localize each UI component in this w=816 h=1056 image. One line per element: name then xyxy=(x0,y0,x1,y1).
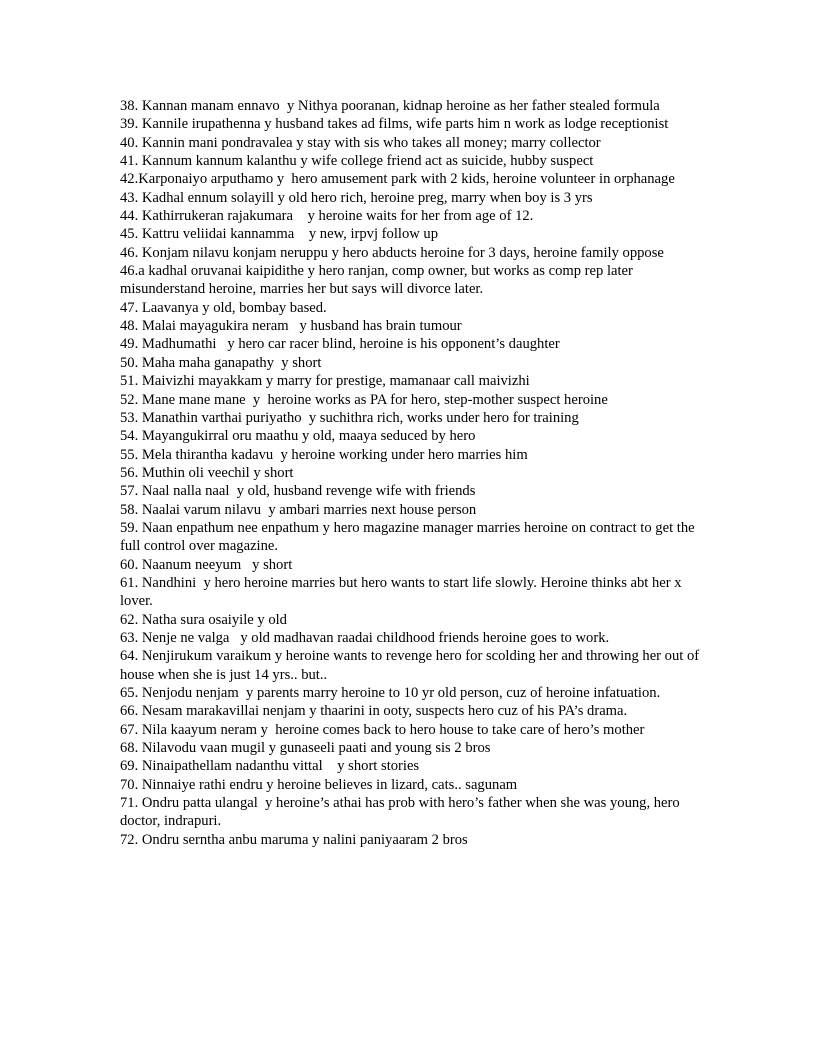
list-item: 67. Nila kaayum neram y heroine comes back to hero house to take care of hero’s mother xyxy=(120,721,645,738)
list-item: 44. Kathirrukeran rajakumara y heroine waits for her from age of 12. xyxy=(120,208,534,225)
list-item: 61. Nandhini y hero heroine marries but hero wants to start life slowly. Heroine thinks abt her x lover. xyxy=(120,574,686,610)
list-item: 43. Kadhal ennum solayill y old hero rich, heroine preg, marry when boy is 3 yrs xyxy=(120,189,593,206)
list-item: 50. Maha maha ganapathy y short xyxy=(120,354,322,371)
list-item: 38. Kannan manam ennavo y Nithya pooranan, kidnap heroine as her father stealed formula xyxy=(120,98,660,114)
list-item: 64. Nenjirukum varaikum y heroine wants to revenge hero for scolding her and throwing her out of house when she is just 14 yrs.. but.. xyxy=(120,648,703,683)
list-item: 56. Muthin oli veechil y short xyxy=(120,464,294,481)
list-item: 62. Natha sura osaiyile y old xyxy=(120,611,287,628)
list-item: 49. Madhumathi y hero car racer blind, heroine is his opponent’s daughter xyxy=(120,336,560,353)
list-item: 66. Nesam marakavillai nenjam y thaarini in ooty, suspects hero cuz of his PA’s drama. xyxy=(120,703,628,720)
list-item: 40. Kannin mani pondravalea y stay with sis who takes all money; marry collector xyxy=(120,134,601,151)
story-list xyxy=(120,97,710,849)
list-item: 46. Konjam nilavu konjam neruppu y hero abducts heroine for 3 days, heroine family oppose xyxy=(120,244,664,261)
list-item: 47. Laavanya y old, bombay based. xyxy=(120,299,327,316)
list-item: 70. Ninnaiye rathi endru y heroine believes in lizard, cats.. sagunam xyxy=(120,776,518,793)
list-item: 59. Naan enpathum nee enpathum y hero magazine manager marries heroine on contract to get the full control over magazine. xyxy=(120,519,699,555)
list-item: 57. Naal nalla naal y old, husband revenge wife with friends xyxy=(120,483,476,500)
list-item: 51. Maivizhi mayakkam y marry for prestige, mamanaar call maivizhi xyxy=(120,373,530,390)
list-item: 71. Ondru patta ulangal y heroine’s athai has prob with hero’s father when she was young, hero doctor, indrapuri. xyxy=(120,795,684,830)
list-item: 42.Karponaiyo arputhamo y hero amusement park with 2 kids, heroine volunteer in orphanage xyxy=(120,171,675,188)
list-item: 55. Mela thirantha kadavu y heroine working under hero marries him xyxy=(120,446,528,463)
list-item: 52. Mane mane mane y heroine works as PA for hero, step-mother suspect heroine xyxy=(120,391,608,408)
list-item: 58. Naalai varum nilavu y ambari marries next house person xyxy=(120,501,477,518)
list-item: 41. Kannum kannum kalanthu y wife college friend act as suicide, hubby suspect xyxy=(120,153,594,170)
list-item: 65. Nenjodu nenjam y parents marry heroine to 10 yr old person, cuz of heroine infatuation. xyxy=(120,685,661,701)
list-item: 45. Kattru veliidai kannamma y new, irpvj follow up xyxy=(120,226,439,243)
list-item: 63. Nenje ne valga y old madhavan raadai childhood friends heroine goes to work. xyxy=(120,629,610,646)
list-item: 48. Malai mayagukira neram y husband has brain tumour xyxy=(120,318,462,335)
list-item: 60. Naanum neeyum y short xyxy=(120,556,293,573)
list-item: 39. Kannile irupathenna y husband takes ad films, wife parts him n work as lodge receptionist xyxy=(120,116,669,133)
list-item: 68. Nilavodu vaan mugil y gunaseeli paati and young sis 2 bros xyxy=(120,740,491,757)
list-item: 53. Manathin varthai puriyatho y suchithra rich, works under hero for training xyxy=(120,409,579,426)
list-item: 72. Ondru serntha anbu maruma y nalini paniyaaram 2 bros xyxy=(120,831,468,848)
list-item: 69. Ninaipathellam nadanthu vittal y short stories xyxy=(120,758,420,775)
list-item: 54. Mayangukirral oru maathu y old, maaya seduced by hero xyxy=(120,428,476,445)
list-item: 46.a kadhal oruvanai kaipidithe y hero ranjan, comp owner, but works as comp rep later misunderstand heroine, marries her but says will divorce later. xyxy=(120,263,637,298)
